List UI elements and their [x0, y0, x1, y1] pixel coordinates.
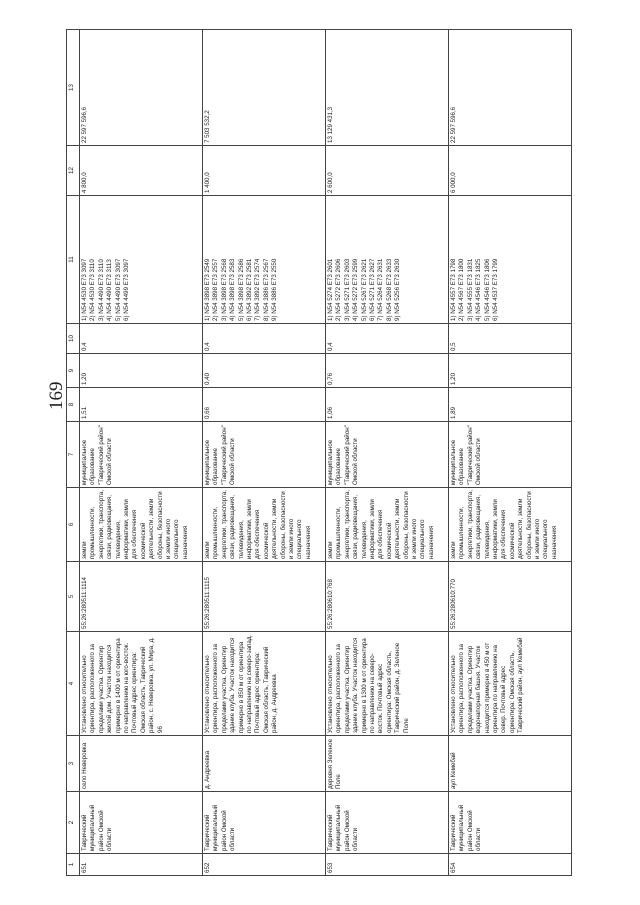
land-category-cell: земли промышленности, энергетики, транспорта, связи, радиовещания, телевидения, информатики, земли для обеспечения космической деятельности, земли обороны, безопасности и земли иного специального назначения [80, 488, 203, 562]
value-cell: 0,66 [203, 388, 326, 422]
land-category-cell: земли промышленности, энергетики, транспорта, связи, радиовещания, телевидения, информатики, земли для обеспечения космической деятельности, земли обороны, безопасности и земли иного специального назначения [203, 488, 326, 562]
location-cell: Установлено относительно ориентира, расположенного за пределами участка. Ориентир водонапорная башня. Участок находится примерно в 450 м от ориентира по направлению на север. Почтовый адрес ориентира: Омская область, Таврический район, аул Кемебай [449, 632, 572, 736]
table-row [80, 30, 203, 876]
coordinate-line: 1) N54 4530 E73 3097 [81, 258, 88, 321]
coordinate-line: 3) N54 3898 E73 2568 [220, 258, 228, 321]
column-header: 5 [67, 562, 80, 632]
value-cell: 1,20 [449, 354, 572, 388]
coordinate-line: 8) N54 5268 E73 2633 [385, 258, 393, 321]
coordinates-cell [326, 196, 449, 324]
column-header: 8 [67, 388, 80, 422]
coordinate-line: 3) N54 5271 E73 2603 [343, 258, 351, 321]
table-row [326, 30, 449, 876]
coordinate-line: 4) N54 4546 E73 1825 [475, 258, 483, 321]
coordinate-line: 5) N54 4490 E73 3097 [114, 258, 122, 321]
district-cell: Таврический муниципальный район Омской области [449, 792, 572, 854]
district-cell: Таврический муниципальный район Омской области [203, 792, 326, 854]
owner-cell: муниципальное образование "Таврический район" Омской области [449, 422, 572, 488]
land-category-cell: земли промышленности, энергетики, транспорта, связи, радиовещания, телевидения, информатики, земли для обеспечения космической деятельности, земли обороны, безопасности и земли иного специального назначения [449, 488, 572, 562]
document-sheet [66, 30, 591, 876]
value-cell: 0,4 [80, 324, 203, 354]
coordinate-line: 9) N54 3886 E73 2550 [271, 258, 279, 321]
coordinate-line: 6) N54 5271 E73 2627 [369, 258, 377, 321]
coordinates-cell [449, 196, 572, 324]
column-header: 4 [67, 632, 80, 736]
value-cell: 0,5 [449, 324, 572, 354]
coordinate-line: 4) N54 3898 E73 2583 [229, 258, 237, 321]
coordinate-line: 6) N54 3892 E73 2581 [246, 258, 254, 321]
area-cell: 2 600,0 [326, 146, 449, 196]
location-cell: Установлено относительно ориентира, расположенного за пределами участка. Ориентир жилой дом. Участок находится примерно в 1400 м от ориентира по направлению на юго-восток. Почтовый адрес ориентира: Омская область, Таврический район, с. Неверовка, ул. Мира, д. 96 [80, 632, 203, 736]
page-number: 169 [46, 381, 67, 410]
row-number: 651 [80, 854, 203, 876]
cadastral-number-cell: 55:26:280511:1114 [80, 562, 203, 632]
row-number: 652 [203, 854, 326, 876]
coordinate-line: 8) N54 3886 E73 2567 [262, 258, 270, 321]
column-header: 6 [67, 488, 80, 562]
column-header: 9 [67, 354, 80, 388]
coordinate-line: 3) N54 4555 E73 1831 [466, 258, 474, 321]
cost-cell: 13 129 431,3 [326, 30, 449, 146]
row-number: 653 [326, 854, 449, 876]
district-cell: Таврический муниципальный район Омской области [80, 792, 203, 854]
location-cell: Установлено относительно ориентира, расположенного за пределами участка. Ориентир здание клуба. Участок находится примерно в 1300 м от ориентира по направлению на северо-восток. Почтовый адрес ориентира: Омская область, Таврический район, д. Зеленое Поле [326, 632, 449, 736]
land-category-cell: земли промышленности, энергетики, транспорта, связи, радиовещания, телевидения, информатики, земли для обеспечения космической деятельности, земли обороны, безопасности и земли иного специального назначения [326, 488, 449, 562]
coordinate-line: 7) N54 3892 E73 2574 [254, 258, 262, 321]
value-cell: 1,20 [80, 354, 203, 388]
area-cell: 4 800,0 [80, 146, 203, 196]
coordinate-line: 5) N54 3898 E73 2586 [237, 258, 245, 321]
value-cell: 0,40 [203, 354, 326, 388]
coordinate-line: 3) N54 4490 E73 3110 [97, 259, 105, 321]
district-cell: Таврический муниципальный район Омской области [326, 792, 449, 854]
coordinates-cell [80, 196, 203, 324]
coordinate-line: 1) N54 4557 E73 1798 [450, 258, 457, 321]
coordinate-line: 2) N54 4567 E73 1800 [458, 258, 466, 321]
coordinate-line: 5) N54 5267 E73 2621 [360, 258, 368, 321]
owner-cell: муниципальное образование "Таврический район" Омской области [80, 422, 203, 488]
header-row [67, 30, 80, 876]
coordinate-line: 7) N54 5264 E73 2631 [377, 258, 385, 321]
column-header: 3 [67, 736, 80, 792]
value-cell: 0,76 [326, 354, 449, 388]
owner-cell: муниципальное образование "Таврический район" Омской области [203, 422, 326, 488]
cadastral-number-cell: 55:26:280610:770 [449, 562, 572, 632]
coordinate-line: 1) N54 3898 E73 2549 [204, 258, 211, 321]
cost-cell: 7 503 532,2 [203, 30, 326, 146]
cost-cell: 22 597 596,6 [80, 30, 203, 146]
coordinate-line: 2) N54 4530 E73 3110 [89, 259, 97, 321]
column-header: 2 [67, 792, 80, 854]
coordinate-line: 9) N54 5256 E73 2630 [394, 258, 402, 321]
row-number: 654 [449, 854, 572, 876]
cost-cell: 22 597 596,6 [449, 30, 572, 146]
column-header: 1 [67, 854, 80, 876]
value-cell: 1,06 [326, 388, 449, 422]
column-header: 11 [67, 196, 80, 324]
value-cell: 1,89 [449, 388, 572, 422]
settlement-cell: д. Андреевка [203, 736, 326, 792]
coordinate-line: 2) N54 3898 E73 2557 [212, 258, 220, 321]
coordinate-line: 2) N54 5272 E73 2606 [335, 258, 343, 321]
coordinates-cell [203, 196, 326, 324]
value-cell: 1,51 [80, 388, 203, 422]
cadastral-number-cell: 55:26:280511:1115 [203, 562, 326, 632]
table-row [449, 30, 572, 876]
coordinate-line: 4) N54 4490 E73 3113 [106, 259, 114, 321]
column-header: 13 [67, 30, 80, 146]
coordinate-line: 4) N54 5272 E73 2599 [352, 258, 360, 321]
coordinate-line: 5) N54 4546 E73 1806 [483, 258, 491, 321]
column-header: 7 [67, 422, 80, 488]
table-row [203, 30, 326, 876]
owner-cell: муниципальное образование "Таврический район" Омской области [326, 422, 449, 488]
value-cell: 0,4 [326, 324, 449, 354]
coordinate-line: 6) N54 4499 E73 3097 [123, 258, 131, 321]
cadastral-number-cell: 55:26:280610:768 [326, 562, 449, 632]
coordinate-line: 6) N54 4537 E73 1799 [492, 258, 500, 321]
location-cell: Установлено относительно ориентира, расположенного за пределами участка. Ориентир здание клуба. Участок находится примерно в 850 м от ориентира по направлению на северо-запад. Почтовый адрес ориентира: Омская область, Таврический район, д. Андреевка [203, 632, 326, 736]
column-header: 12 [67, 146, 80, 196]
settlement-cell: село Неверовка [80, 736, 203, 792]
value-cell: 0,4 [203, 324, 326, 354]
land-plots-table [66, 29, 572, 876]
area-cell: 6 000,0 [449, 146, 572, 196]
column-header: 10 [67, 324, 80, 354]
coordinate-line: 1) N54 5274 E73 2601 [327, 258, 334, 321]
area-cell: 1 400,0 [203, 146, 326, 196]
settlement-cell: деревня Зеленое Поле [326, 736, 449, 792]
settlement-cell: аул Кемебай [449, 736, 572, 792]
